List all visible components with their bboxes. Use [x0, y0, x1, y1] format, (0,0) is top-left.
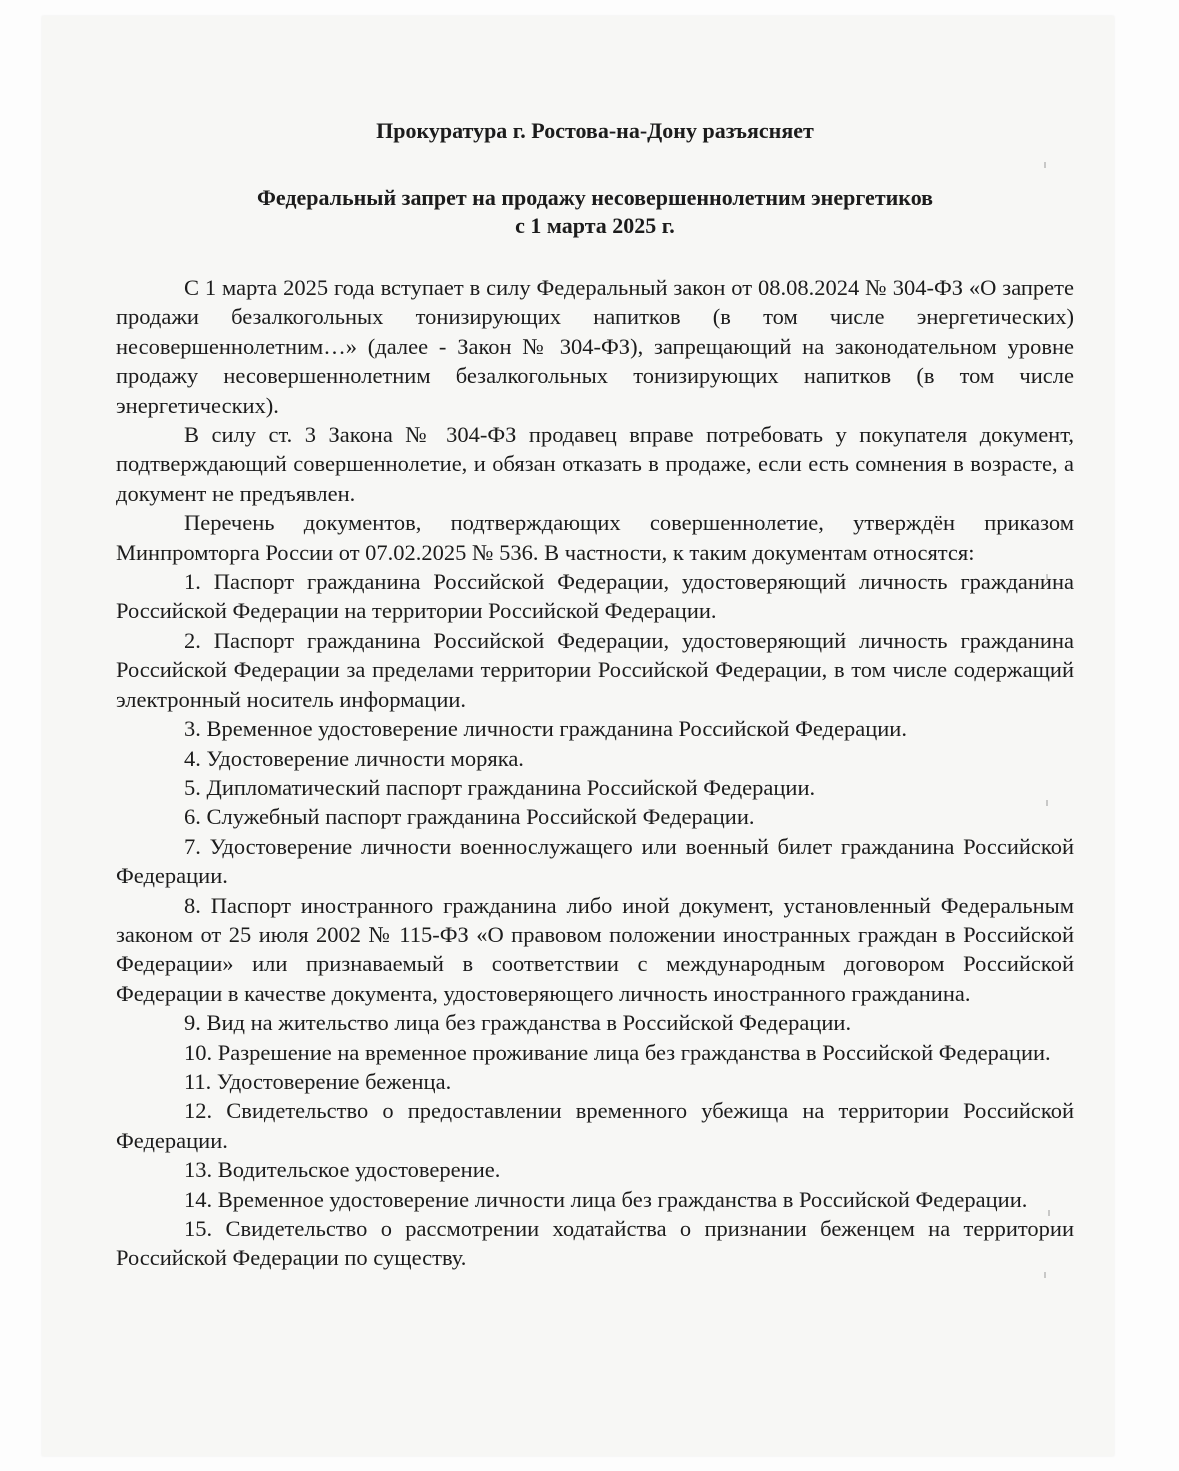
- list-item: 1. Паспорт гражданина Российской Федерации, удостоверяющий личность гражданина Российской Федерации на территории Российской Федерации.: [116, 569, 1074, 624]
- list-item: 3. Временное удостоверение личности гражданина Российской Федерации.: [184, 716, 907, 742]
- list-item: 8. Паспорт иностранного гражданина либо иной документ, установленный Федеральным законом от 25 июля 2002 № 115-ФЗ «О правовом положении иностранных граждан в Российской Федерации» или признаваемый в соответствии с международным договором Российской Федерации в качестве документа, удостоверяющего личность иностранного гражданина.: [116, 892, 1074, 1006]
- list-item: 2. Паспорт гражданина Российской Федерации, удостоверяющий личность гражданина Российской Федерации за пределами территории Российской Федерации, в том числе содержащий электронный носитель информации.: [116, 627, 1074, 712]
- list-item: 4. Удостоверение личности моряка.: [184, 745, 524, 771]
- document-title: [116, 184, 1074, 240]
- list-item: 9. Вид на жительство лица без гражданства в Российской Федерации.: [184, 1010, 852, 1036]
- organization-heading: Прокуратура г. Ростова-на-Дону разъясняет: [376, 118, 814, 143]
- title-line-1: Федеральный запрет на продажу несовершеннолетним энергетиков: [256, 185, 934, 210]
- paragraph-seller-rights: В силу ст. 3 Закона № 304-ФЗ продавец вправе потребовать у покупателя документ, подтверждающий совершеннолетие, и обязан отказать в продаже, если есть сомнения в возрасте, а документ не предъявлен.: [116, 422, 1074, 506]
- list-item: 13. Водительское удостоверение.: [184, 1157, 501, 1183]
- document-body: [116, 116, 1074, 1273]
- title-line-2: с 1 марта 2025 г.: [515, 213, 675, 238]
- list-item: 7. Удостоверение личности военнослужащего или военный билет гражданина Российской Федерации.: [116, 833, 1074, 889]
- paragraph-law-intro: С 1 марта 2025 года вступает в силу Федеральный закон от 08.08.2024 № 304-ФЗ «О запрете продажи безалкогольных тонизирующих напитков (в том числе энергетических) несовершеннолетним…» (далее - Закон № 304-ФЗ), запрещающий на законодательном уровне продажу несовершеннолетним безалкогольных тонизирующих напитков (в том числе энергетических).: [116, 275, 1074, 418]
- list-item: 11. Удостоверение беженца.: [184, 1068, 452, 1094]
- list-item: 10. Разрешение на временное проживание лица без гражданства в Российской Федерации.: [184, 1039, 1051, 1065]
- list-item: 12. Свидетельство о предоставлении временного убежища на территории Российской Федерации.: [116, 1098, 1074, 1153]
- paragraph-documents-list-intro: Перечень документов, подтверждающих совершеннолетие, утверждён приказом Минпромторга России от 07.02.2025 № 536. В частности, к таким документам относятся:: [116, 510, 1074, 565]
- list-item: 6. Служебный паспорт гражданина Российской Федерации.: [184, 804, 755, 830]
- list-item: 5. Дипломатический паспорт гражданина Российской Федерации.: [184, 774, 816, 800]
- list-item: 14. Временное удостоверение личности лица без гражданства в Российской Федерации.: [184, 1186, 1028, 1212]
- list-item: 15. Свидетельство о рассмотрении ходатайства о признании беженцем на территории Российской Федерации по существу.: [116, 1216, 1074, 1271]
- scan-speck: [1044, 1272, 1046, 1278]
